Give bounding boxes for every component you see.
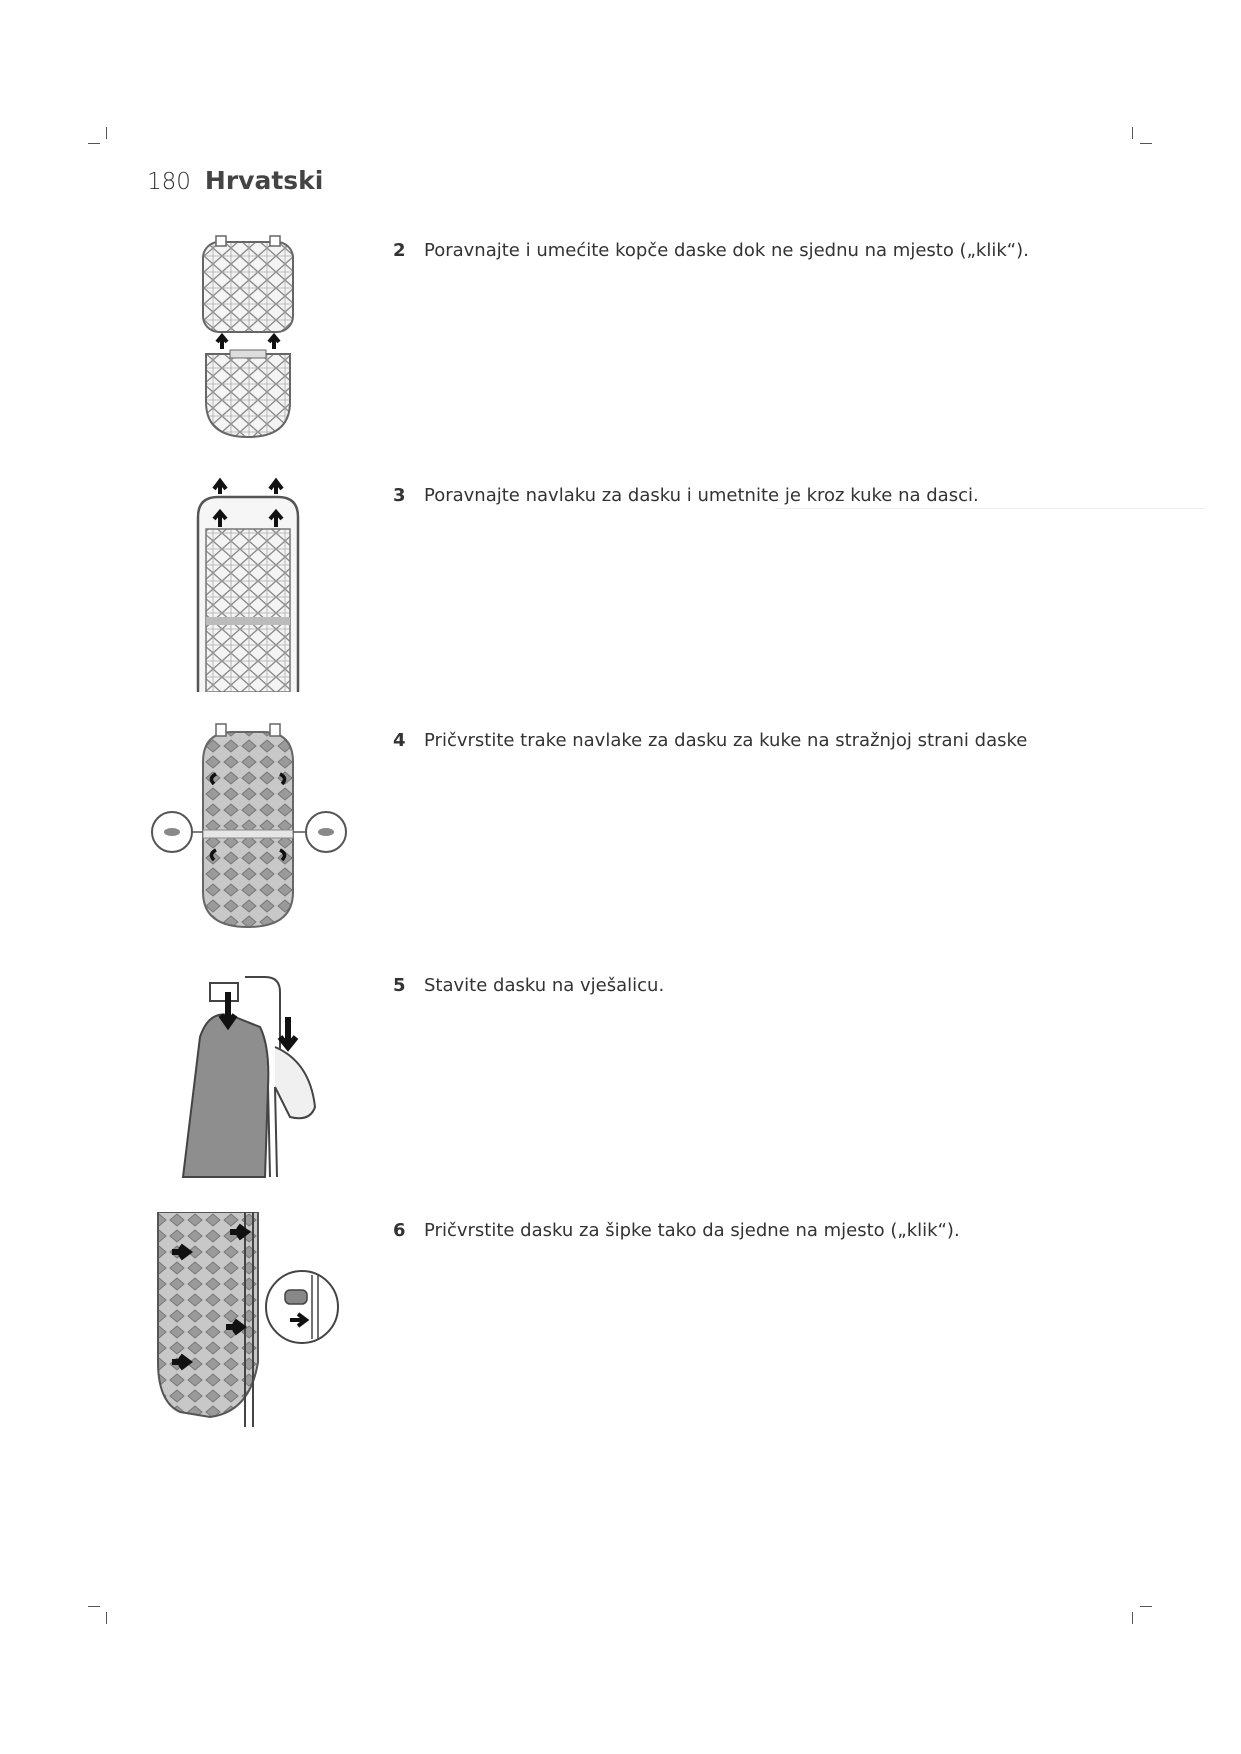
step-2 bbox=[150, 232, 1150, 452]
step-4 bbox=[150, 722, 1150, 942]
step-text: Pričvrstite dasku za šipke tako da sjedne na mjesto („klik“). bbox=[424, 1220, 960, 1241]
step-text: Poravnajte i umećite kopče daske dok ne sjednu na mjesto („klik“). bbox=[424, 240, 1029, 261]
cover-strap-fasten-illustration bbox=[150, 722, 350, 937]
crop-mark-top-left-v bbox=[106, 127, 107, 139]
step-5 bbox=[150, 967, 1150, 1187]
page-number: 180 bbox=[147, 169, 191, 195]
crop-mark-top-right-h bbox=[1140, 143, 1152, 144]
page-language: Hrvatski bbox=[204, 166, 324, 195]
crop-mark-top-right-v bbox=[1132, 127, 1133, 139]
page-header bbox=[147, 166, 323, 195]
crop-mark-bottom-right-h bbox=[1140, 1606, 1152, 1607]
step-number: 4 bbox=[393, 730, 406, 751]
step-text: Poravnajte navlaku za dasku i umetnite je kroz kuke na dasci. bbox=[424, 485, 979, 506]
step-6 bbox=[150, 1212, 1150, 1432]
step-number: 5 bbox=[393, 975, 406, 996]
crop-mark-bottom-right-v bbox=[1132, 1612, 1133, 1624]
board-cover-insert-illustration bbox=[150, 477, 350, 692]
step-text: Stavite dasku na vješalicu. bbox=[424, 975, 665, 996]
board-clip-align-illustration bbox=[150, 232, 350, 447]
step-number: 6 bbox=[393, 1220, 406, 1241]
step-text: Pričvrstite trake navlake za dasku za kuke na stražnjoj strani daske bbox=[424, 730, 1028, 751]
step-3 bbox=[150, 477, 1150, 697]
step-number: 2 bbox=[393, 240, 406, 261]
crop-mark-top-left-h bbox=[88, 143, 100, 144]
crop-mark-bottom-left-v bbox=[106, 1612, 107, 1624]
step-number: 3 bbox=[393, 485, 406, 506]
board-pole-click-illustration bbox=[150, 1212, 350, 1427]
board-hanger-illustration bbox=[150, 967, 350, 1182]
crop-mark-bottom-left-h bbox=[88, 1606, 100, 1607]
